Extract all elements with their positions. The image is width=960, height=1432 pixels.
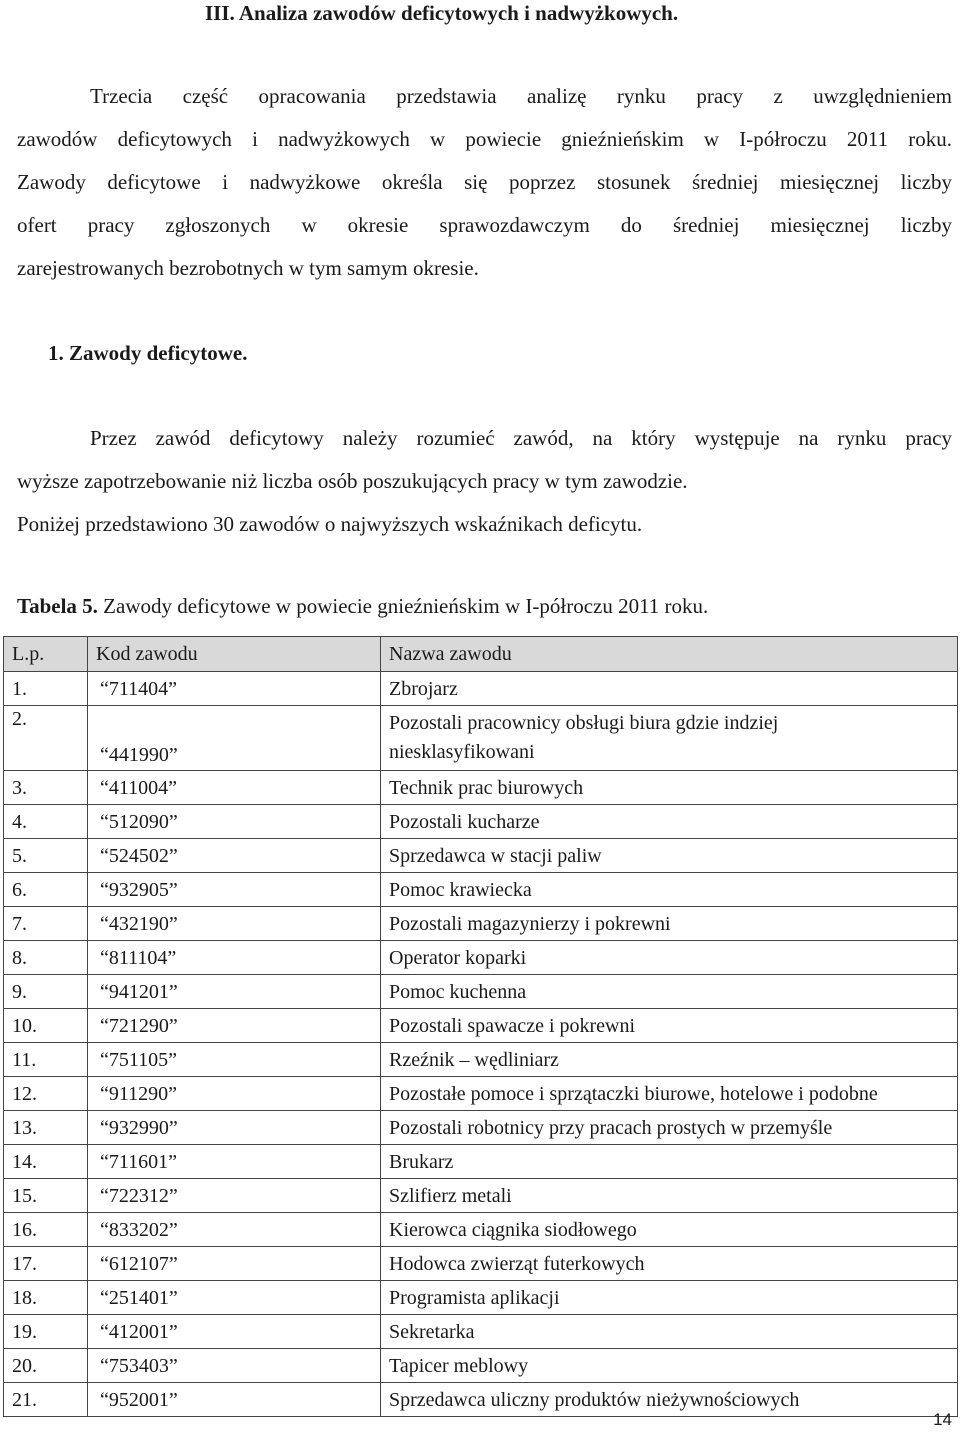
occupation-code: “711404” [88,672,381,706]
occupation-code: “753403” [88,1349,381,1383]
row-number: 13. [4,1111,88,1145]
occupation-code: “432190” [88,907,381,941]
row-number: 16. [4,1213,88,1247]
page-number: 14 [933,1410,952,1429]
occupation-name: Tapicer meblowy [381,1349,958,1383]
table-row [4,1383,958,1417]
row-number: 17. [4,1247,88,1281]
occupation-name [381,706,958,771]
definition-line: Przez zawód deficytowy należy rozumieć zawód, na który występuje na rynku pracy [90,426,952,450]
occupation-name: Rzeźnik – wędliniarz [381,1043,958,1077]
occupation-name: Pozostali spawacze i pokrewni [381,1009,958,1043]
row-number: 14. [4,1145,88,1179]
table-row [4,706,958,771]
row-number: 3. [4,771,88,805]
row-number: 18. [4,1281,88,1315]
occupation-code: “811104” [88,941,381,975]
occupation-name: Szlifierz metali [381,1179,958,1213]
intro-line: ofert pracy zgłoszonych w okresie sprawozdawczym do średniej miesięcznej liczby [17,213,952,237]
definition-line: wyższe zapotrzebowanie niż liczba osób poszukujących pracy w tym zawodzie. [17,469,688,493]
occupation-name: Hodowca zwierząt futerkowych [381,1247,958,1281]
table-row [4,1281,958,1315]
occupation-code: “932990” [88,1111,381,1145]
intro-line: zarejestrowanych bezrobotnych w tym samym okresie. [17,256,479,280]
table-row [4,941,958,975]
row-number: 9. [4,975,88,1009]
occupation-name: Pozostali kucharze [381,805,958,839]
subsection-heading: 1. Zawody deficytowe. [48,341,248,365]
section-heading: III. Analiza zawodów deficytowych i nadwyżkowych. [205,1,679,25]
occupation-name: Pozostałe pomoce i sprzątaczki biurowe, hotelowe i podobne [381,1077,958,1111]
occupation-name: Zbrojarz [381,672,958,706]
row-number: 10. [4,1009,88,1043]
occupation-code: “751105” [88,1043,381,1077]
occupation-code: “411004” [88,771,381,805]
table-row [4,1349,958,1383]
occupation-name: Sekretarka [381,1315,958,1349]
occupation-name: Pozostali robotnicy przy pracach prostych w przemyśle [381,1111,958,1145]
table-caption [17,592,708,620]
occupation-code: “932905” [88,873,381,907]
row-number: 1. [4,672,88,706]
occupation-code: “941201” [88,975,381,1009]
row-number: 5. [4,839,88,873]
row-number: 7. [4,907,88,941]
table-row [4,1009,958,1043]
occupation-code: “441990” [88,706,381,771]
occupation-code: “833202” [88,1213,381,1247]
row-number: 8. [4,941,88,975]
row-number: 15. [4,1179,88,1213]
table-row [4,1213,958,1247]
occupation-name: Operator koparki [381,941,958,975]
table-caption-label: Tabela 5. [17,594,98,618]
occupation-name: Technik prac biurowych [381,771,958,805]
occupation-code: “711601” [88,1145,381,1179]
occupations-table [3,636,958,1417]
definition-paragraph [17,417,952,546]
table-row [4,1145,958,1179]
occupation-name: Kierowca ciągnika siodłowego [381,1213,958,1247]
occupation-name-line: niesklasyfikowani [389,741,535,763]
table-row [4,1043,958,1077]
occupation-code: “952001” [88,1383,381,1417]
occupation-name: Pomoc kuchenna [381,975,958,1009]
intro-paragraph [17,75,952,290]
table-row [4,1179,958,1213]
intro-line: Trzecia część opracowania przedstawia analizę rynku pracy z uwzględnieniem [90,84,952,108]
occupation-code: “722312” [88,1179,381,1213]
table-caption-text: Zawody deficytowe w powiecie gnieźnieńskim w I-półroczu 2011 roku. [97,594,709,618]
table-row [4,805,958,839]
table-row [4,1247,958,1281]
intro-line: Zawody deficytowe i nadwyżkowe określa się poprzez stosunek średniej miesięcznej liczby [17,170,952,194]
table-row [4,907,958,941]
row-number: 12. [4,1077,88,1111]
occupation-code: “721290” [88,1009,381,1043]
row-number: 20. [4,1349,88,1383]
occupation-name: Pomoc krawiecka [381,873,958,907]
column-header-code: Kod zawodu [88,637,381,672]
occupation-code: “412001” [88,1315,381,1349]
table-row [4,873,958,907]
row-number: 4. [4,805,88,839]
occupation-name: Sprzedawca uliczny produktów nieżywnościowych [381,1383,958,1417]
row-number: 6. [4,873,88,907]
occupation-code: “512090” [88,805,381,839]
occupation-code: “612107” [88,1247,381,1281]
table-row [4,771,958,805]
column-header-lp: L.p. [4,637,88,672]
row-number: 11. [4,1043,88,1077]
intro-line: zawodów deficytowych i nadwyżkowych w powiecie gnieźnieńskim w I-półroczu 2011 roku. [17,127,952,151]
table-row [4,1077,958,1111]
table-header-row [4,637,958,672]
row-number: 21. [4,1383,88,1417]
table-row [4,975,958,1009]
occupation-name: Programista aplikacji [381,1281,958,1315]
table-row [4,1111,958,1145]
table-row [4,672,958,706]
row-number: 19. [4,1315,88,1349]
table-row [4,1315,958,1349]
occupation-name: Sprzedawca w stacji paliw [381,839,958,873]
occupation-name: Brukarz [381,1145,958,1179]
occupation-name-line: Pozostali pracownicy obsługi biura gdzie indziej [389,712,779,734]
occupation-code: “524502” [88,839,381,873]
column-header-name: Nazwa zawodu [381,637,958,672]
row-number: 2. [4,706,88,771]
occupation-name: Pozostali magazynierzy i pokrewni [381,907,958,941]
definition-line: Poniżej przedstawiono 30 zawodów o najwyższych wskaźnikach deficytu. [17,512,643,536]
table-row [4,839,958,873]
occupation-code: “911290” [88,1077,381,1111]
occupation-code: “251401” [88,1281,381,1315]
